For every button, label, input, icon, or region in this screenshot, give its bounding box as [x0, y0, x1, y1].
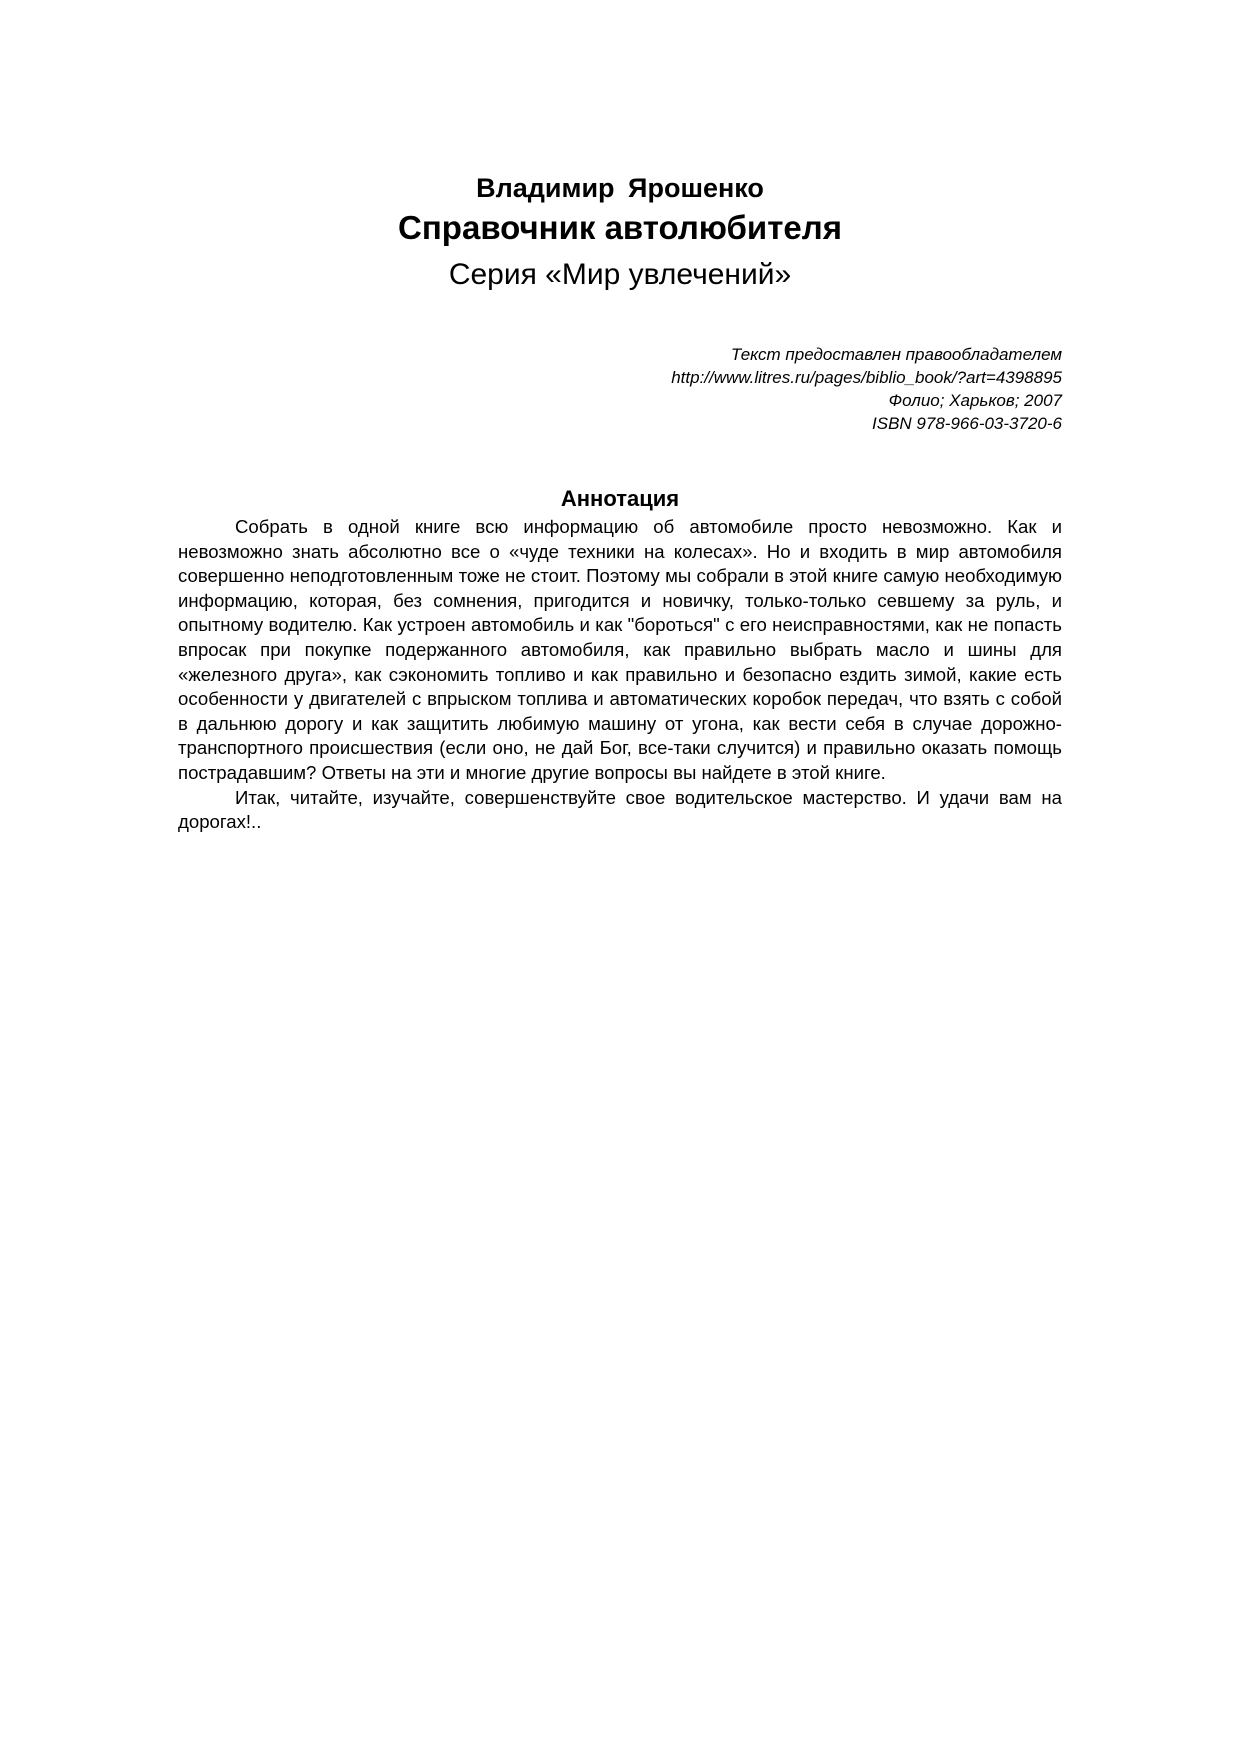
book-title: Справочник автолюбителя — [398, 209, 842, 246]
title-block — [178, 170, 1062, 298]
annotation-paragraph: Собрать в одной книге всю информацию об автомобиле просто невозможно. Как и невозможно знать абсолютно все о «чуде техники на колесах». Но и входить в мир автомобиля совершенно неподготовленным тоже не стоит. Поэтому мы собрали в этой книге самую необходимую информацию, которая, без сомнения, пригодится и новичку, только-только севшему за руль, и опытному водителю. Как устроен автомобиль и как "бороться" с его неисправностями, как не попасть впросак при покупке подержанного автомобиля, как правильно выбрать масло и шины для «железного друга», как сэкономить топливо и как правильно и безопасно ездить зимой, какие есть особенности у двигателей с впрыском топлива и автоматических коробок передач, что взять с собой в дальнюю дорогу и как защитить любимую машину от угона, как вести себя в случае дорожно-транспортного происшествия (если оно, не дай Бог, все-таки случится) и правильно оказать помощь пострадавшим? Ответы на эти и многие другие вопросы вы найдете в этой книге. — [178, 516, 1062, 783]
annotation-paragraph: Итак, читайте, изучайте, совершенствуйте свое водительское мастерство. И удачи вам на дорогах!.. — [178, 786, 1062, 833]
annotation-body — [178, 515, 1062, 835]
isbn: ISBN 978-966-03-3720-6 — [872, 414, 1062, 433]
rights-holder-note: Текст предоставлен правообладателем — [730, 345, 1062, 364]
rights-block — [462, 343, 1062, 435]
annotation-heading: Аннотация — [560, 486, 680, 511]
publisher-info: Фолио; Харьков; 2007 — [888, 391, 1062, 410]
series-name: Серия «Мир увлечений» — [448, 258, 792, 291]
author-name: Владимир Ярошенко — [476, 173, 764, 203]
source-url: http://www.litres.ru/pages/biblio_book/?art=4398895 — [671, 368, 1062, 387]
